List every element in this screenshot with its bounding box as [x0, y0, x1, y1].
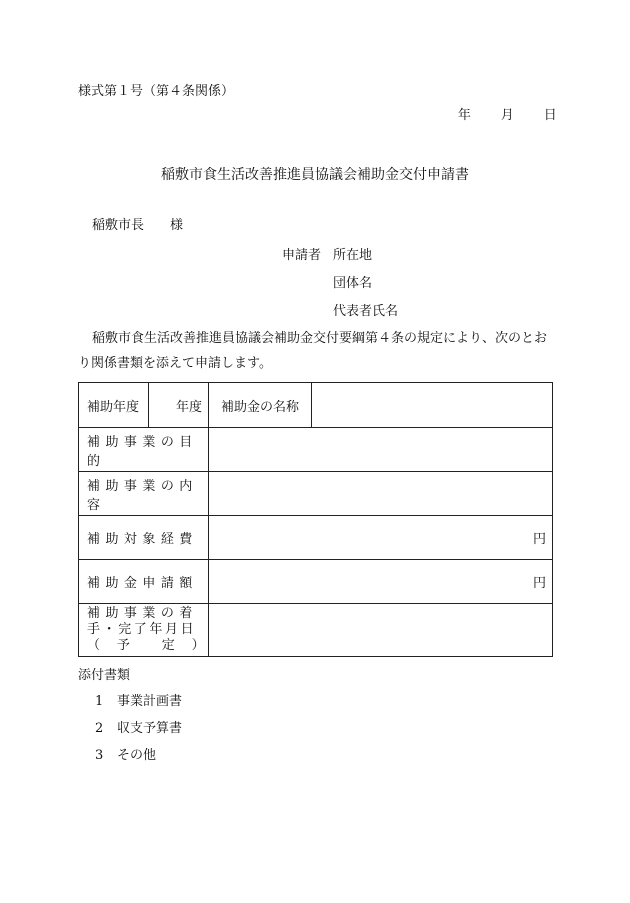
fiscal-year-input[interactable]: [149, 383, 209, 428]
attachment-label: 事業計画書: [117, 694, 183, 709]
attachment-label: 収支予算書: [117, 721, 183, 736]
attachment-item: [95, 690, 182, 709]
row-expense: [79, 516, 553, 560]
period-label-line1: 補助事業の着: [87, 606, 198, 621]
purpose-label: 補助事業の目的: [79, 428, 209, 472]
applicant-label: 申請者: [282, 248, 322, 263]
attachment-no: 3: [95, 748, 104, 763]
applicant-rep-label: 代表者氏名: [333, 304, 399, 319]
row-period: [79, 604, 553, 657]
attachment-no: 1: [95, 694, 104, 709]
document-title: 稲敷市食生活改善推進員協議会補助金交付申請書: [161, 167, 469, 183]
body-text-line1: 稲敷市食生活改善推進員協議会補助金交付要綱第４条の規定により、次のとお: [92, 331, 548, 346]
period-label-line2: 手・完了年月日: [87, 622, 197, 637]
row-amount: [79, 560, 553, 604]
attachment-item: [95, 717, 182, 736]
period-label-line3: （ 予 定 ）: [87, 638, 207, 653]
attachments-heading: 添付書類: [78, 668, 131, 683]
expense-input[interactable]: [209, 516, 553, 560]
applicant-address-label: 所在地: [333, 248, 373, 263]
amount-label: 補助金申請額: [79, 560, 209, 604]
attachment-no: 2: [95, 721, 104, 736]
year-suffix: 年度: [175, 399, 202, 415]
attachment-item: [95, 744, 156, 763]
attachment-label: その他: [117, 748, 157, 763]
fiscal-year-label: 補助年度: [79, 383, 149, 428]
row-content: [79, 472, 553, 516]
period-input[interactable]: [209, 604, 553, 657]
body-text-line2: り関係書類を添えて申請します。: [78, 356, 272, 371]
row-purpose: [79, 428, 553, 472]
date-line: 年 月 日: [457, 108, 558, 123]
expense-label: 補助対象経費: [79, 516, 209, 560]
form-number: 様式第１号（第４条関係）: [78, 84, 235, 99]
period-label: [79, 604, 209, 657]
amount-input[interactable]: [209, 560, 553, 604]
addressee: 稲敷市長 様: [92, 218, 184, 233]
purpose-input[interactable]: [209, 428, 553, 472]
application-table: [78, 382, 553, 657]
amount-unit: 円: [532, 576, 546, 591]
row-fiscal-year: [79, 383, 553, 428]
applicant-org-label: 団体名: [333, 276, 373, 291]
subsidy-name-label: 補助金の名称: [209, 383, 312, 428]
content-input[interactable]: [209, 472, 553, 516]
expense-unit: 円: [532, 532, 546, 547]
subsidy-name-input[interactable]: [312, 383, 553, 428]
content-label: 補助事業の内容: [79, 472, 209, 516]
